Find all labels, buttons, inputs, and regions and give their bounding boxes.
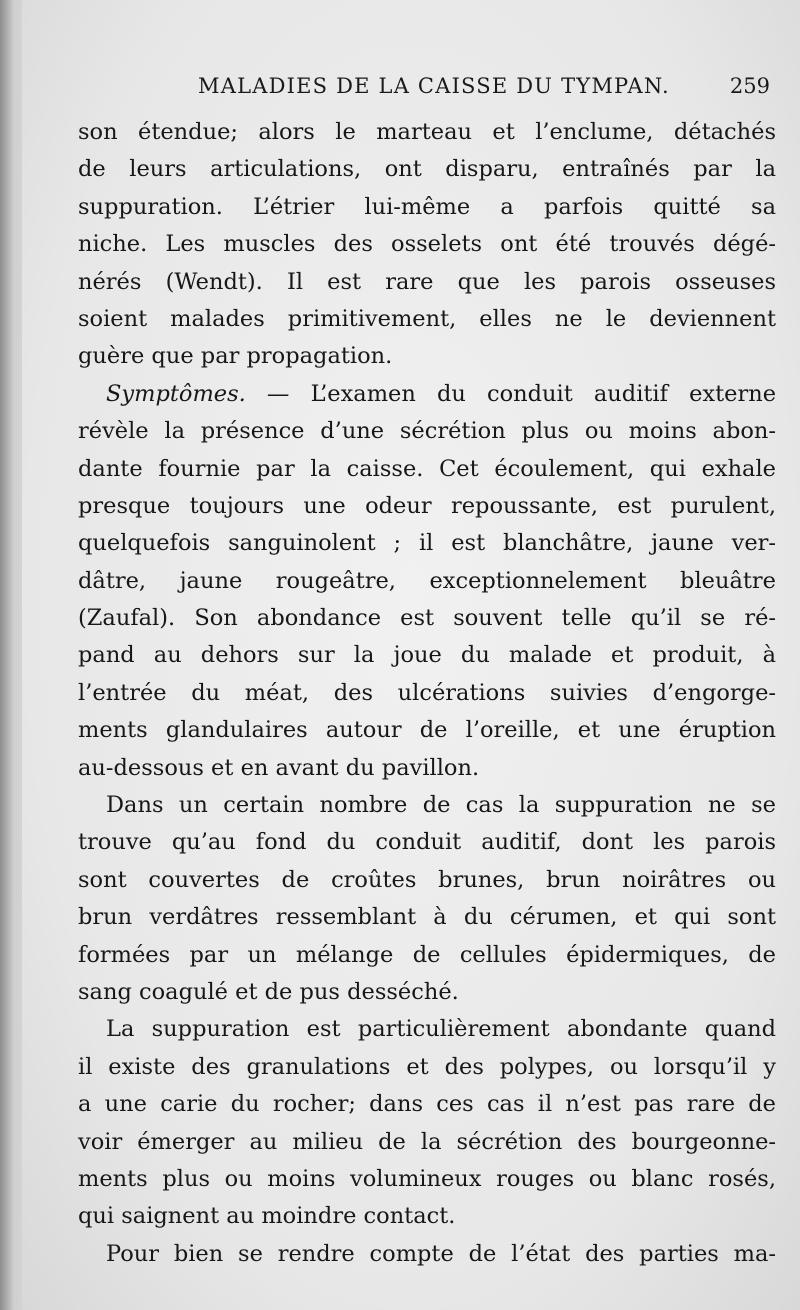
book-page xyxy=(22,0,800,1310)
text-line: au-dessous et en avant du pavillon. xyxy=(78,754,480,781)
text-line: nérés (Wendt). Il est rare que les parois osseuses xyxy=(78,268,776,295)
text-line: brun verdâtres ressemblant à du cérumen, et qui sont xyxy=(78,904,776,931)
running-head xyxy=(80,74,770,104)
text-line: suppuration. L’étrier lui-même a parfois quitté sa xyxy=(78,193,776,220)
text-line: Pour bien se rendre compte de l’état des parties ma- xyxy=(106,1240,776,1267)
text-line: niche. Les muscles des osselets ont été trouvés dégé- xyxy=(78,231,776,258)
text-line: qui saignent au moindre contact. xyxy=(78,1203,456,1230)
text-line: voir émerger au milieu de la sécrétion des bourgeonne- xyxy=(78,1128,776,1155)
text-line: (Zaufal). Son abondance est souvent telle qu’il se ré- xyxy=(78,605,776,632)
text-line: l’entrée du méat, des ulcérations suivies d’engorge- xyxy=(78,679,776,706)
text-line: dante fournie par la caisse. Cet écoulement, qui exhale xyxy=(78,455,776,482)
text-line: ments glandulaires autour de l’oreille, et une éruption xyxy=(78,717,776,744)
text-line: dâtre, jaune rougeâtre, exceptionnelement bleuâtre xyxy=(78,567,776,594)
running-title: MALADIES DE LA CAISSE DU TYMPAN. xyxy=(198,74,670,98)
text-line: presque toujours une odeur repoussante, est purulent, xyxy=(78,492,776,519)
text-line: son étendue; alors le marteau et l’enclume, détachés xyxy=(78,119,776,145)
text-line-with-heading xyxy=(78,376,776,413)
text-line: quelquefois sanguinolent ; il est blanchâtre, jaune ver- xyxy=(78,530,776,557)
text-line: formées par un mélange de cellules épidermiques, de xyxy=(78,941,776,968)
text-line: La suppuration est particulièrement abondante quand xyxy=(106,1016,776,1043)
text-line: il existe des granulations et des polypes, ou lorsqu’il y xyxy=(78,1053,776,1080)
page-number: 259 xyxy=(729,74,770,98)
text-line: a une carie du rocher; dans ces cas il n’est pas rare de xyxy=(78,1091,776,1118)
text-line: Dans un certain nombre de cas la suppuration ne se xyxy=(106,792,776,819)
text-line: soient malades primitivement, elles ne le deviennent xyxy=(78,305,776,332)
text-line: guère que par propagation. xyxy=(78,343,393,370)
text-line: ments plus ou moins volumineux rouges ou blanc rosés, xyxy=(78,1165,776,1192)
section-heading: Symptômes. — xyxy=(106,380,290,407)
text-line: pand au dehors sur la joue du malade et produit, à xyxy=(78,642,776,669)
body-text xyxy=(78,114,776,1273)
text-line: trouve qu’au fond du conduit auditif, dont les parois xyxy=(78,829,776,856)
text-line: révèle la présence d’une sécrétion plus ou moins abon- xyxy=(78,418,776,445)
text-line: de leurs articulations, ont disparu, entraînés par la xyxy=(78,156,776,183)
heading-line-text: L’examen du conduit auditif externe xyxy=(310,380,777,407)
text-line: sang coagulé et de pus desséché. xyxy=(78,978,459,1005)
text-line: sont couvertes de croûtes brunes, brun noirâtres ou xyxy=(78,866,776,893)
